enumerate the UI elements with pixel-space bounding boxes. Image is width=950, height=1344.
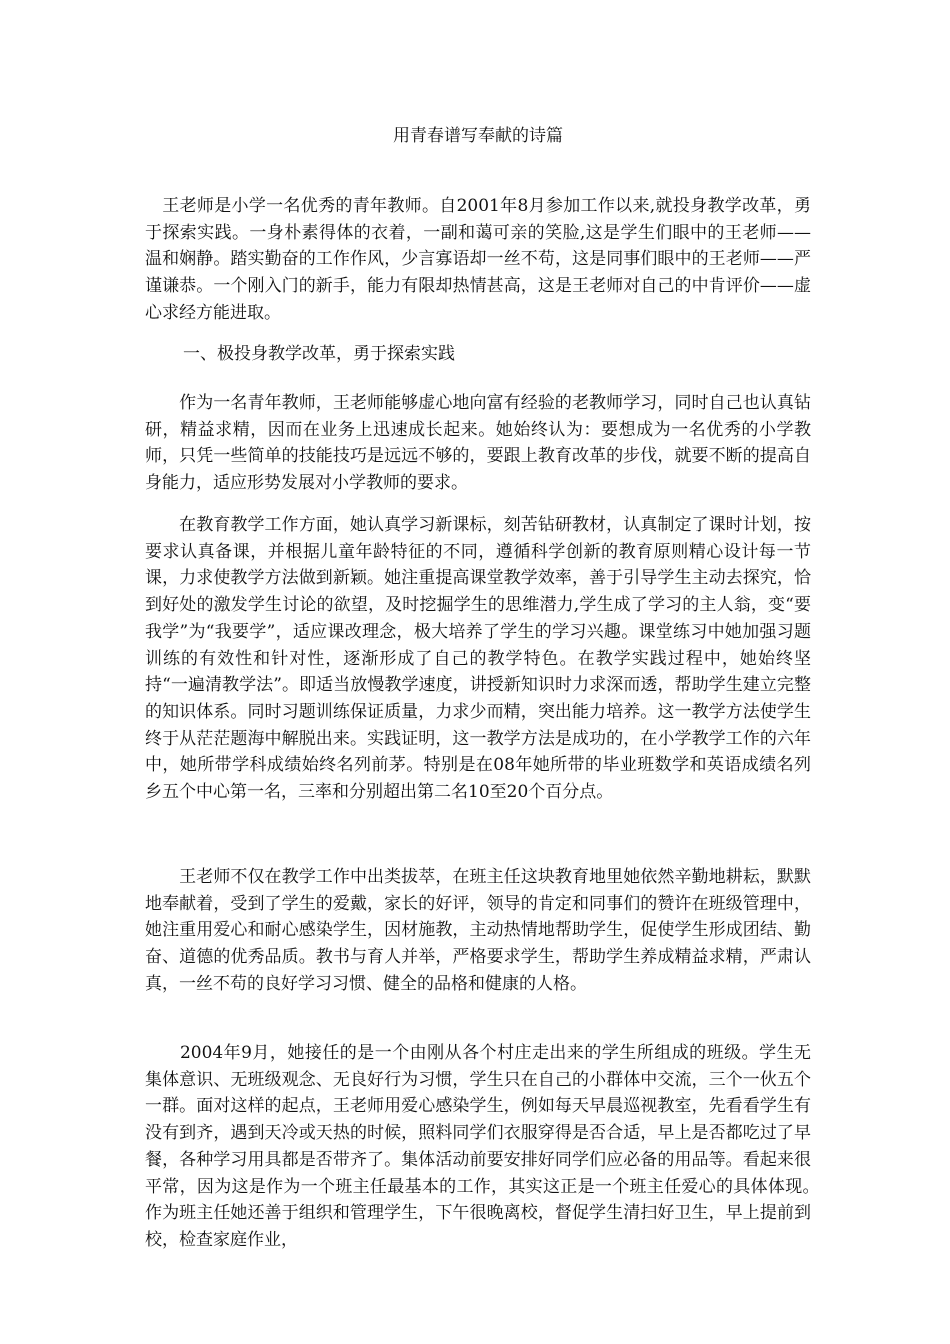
paragraph-4: 2004年9月，她接任的是一个由刚从各个村庄走出来的学生所组成的班级。学生无集体意识、无班级观念、无良好行为习惯，学生只在自己的小群体中交流，三个一伙五个一群。面对这样的起点，王老师用爱心感染学生，例如每天早晨巡视教室，先看看学生有没有到齐，遇到天冷或天热的时候，照料同学们衣服穿得是否合适，早上是否都吃过了早餐，各种学习用具都是否带齐了。集体活动前要安排好同学们应必备的用品等。看起来很平常，因为这是作为一个班主任最基本的工作，其实这正是一个班主任爱心的具体体现。 作为班主任她还善于组织和管理学生，下午很晚离校，督促学生清扫好卫生，早上提前到校，检查家庭作业， (145, 1043, 828, 1250)
intro-paragraph: 王老师是小学一名优秀的青年教师。自2001年8月参加工作以来,就投身教学改革，勇于探索实践。一身朴素得体的衣着，一副和蔼可亲的笑脸,这是学生们眼中的王老师——温和娴静。踏实勤奋的工作作风，少言寡语却一丝不苟，这是同事们眼中的王老师——严谨谦恭。一个刚入门的新手，能力有限却热情甚高，这是王老师对自己的中肯评价——虚心求经方能进取。 (145, 196, 811, 323)
paragraph-1: 作为一名青年教师，王老师能够虚心地向富有经验的老教师学习，同时自己也认真钻研，精益求精，因而在业务上迅速成长起来。她始终认为：要想成为一名优秀的小学教师，只凭一些简单的技能技巧是远远不够的，要跟上教育改革的步伐，就要不断的提高自身能力，适应形势发展对小学教师的要求。 (145, 393, 811, 494)
section-heading: 一、极投身教学改革，勇于探索实践 (183, 344, 455, 364)
paragraph-2: 在教育教学工作方面，她认真学习新课标，刻苦钻研教材，认真制定了课时计划，按要求认真备课，并根据儿童年龄特征的不同，遵循科学创新的教育原则精心设计每一节课，力求使教学方法做到新颖。她注重提高课堂教学效率，善于引导学生主动去探究，恰到好处的激发学生讨论的欲望，及时挖掘学生的思维潜力,学生成了学习的主人翁，变“要我学”为“我要学”，适应课改理念，极大培养了学生的学习兴趣。课堂练习中她加强习题训练的有效性和针对性，逐渐形成了自己的教学特色。在教学实践过程中，她始终坚持“一遍清教学法”。即适当放慢教学速度，讲授新知识时力求深而透，帮助学生建立完整的知识体系。同时习题训练保证质量，力求少而精，突出能力培养。这一教学方法使学生终于从茫茫题海中解脱出来。实践证明，这一教学方法是成功的，在小学教学工作的六年中，她所带学科成绩始终名列前茅。特别是在08年她所带的毕业班数学和英语成绩名列乡五个中心第一名，三率和分别超出第二名10至20个百分点。 (145, 515, 811, 803)
paragraph-3: 王老师不仅在教学工作中出类拔萃，在班主任这块教育地里她依然辛勤地耕耘，默默地奉献着，受到了学生的爱戴，家长的好评，领导的肯定和同事们的赞许在班级管理中，她注重用爱心和耐心感染学生，因材施教，主动热情地帮助学生，促使学生形成团结、勤奋、道德的优秀品质。教书与育人并举，严格要求学生，帮助学生养成精益求精，严肃认真，一丝不苟的良好学习习惯、健全的品格和健康的人格。 (145, 867, 811, 994)
document-title: 用青春谱写奉献的诗篇 (393, 126, 563, 146)
